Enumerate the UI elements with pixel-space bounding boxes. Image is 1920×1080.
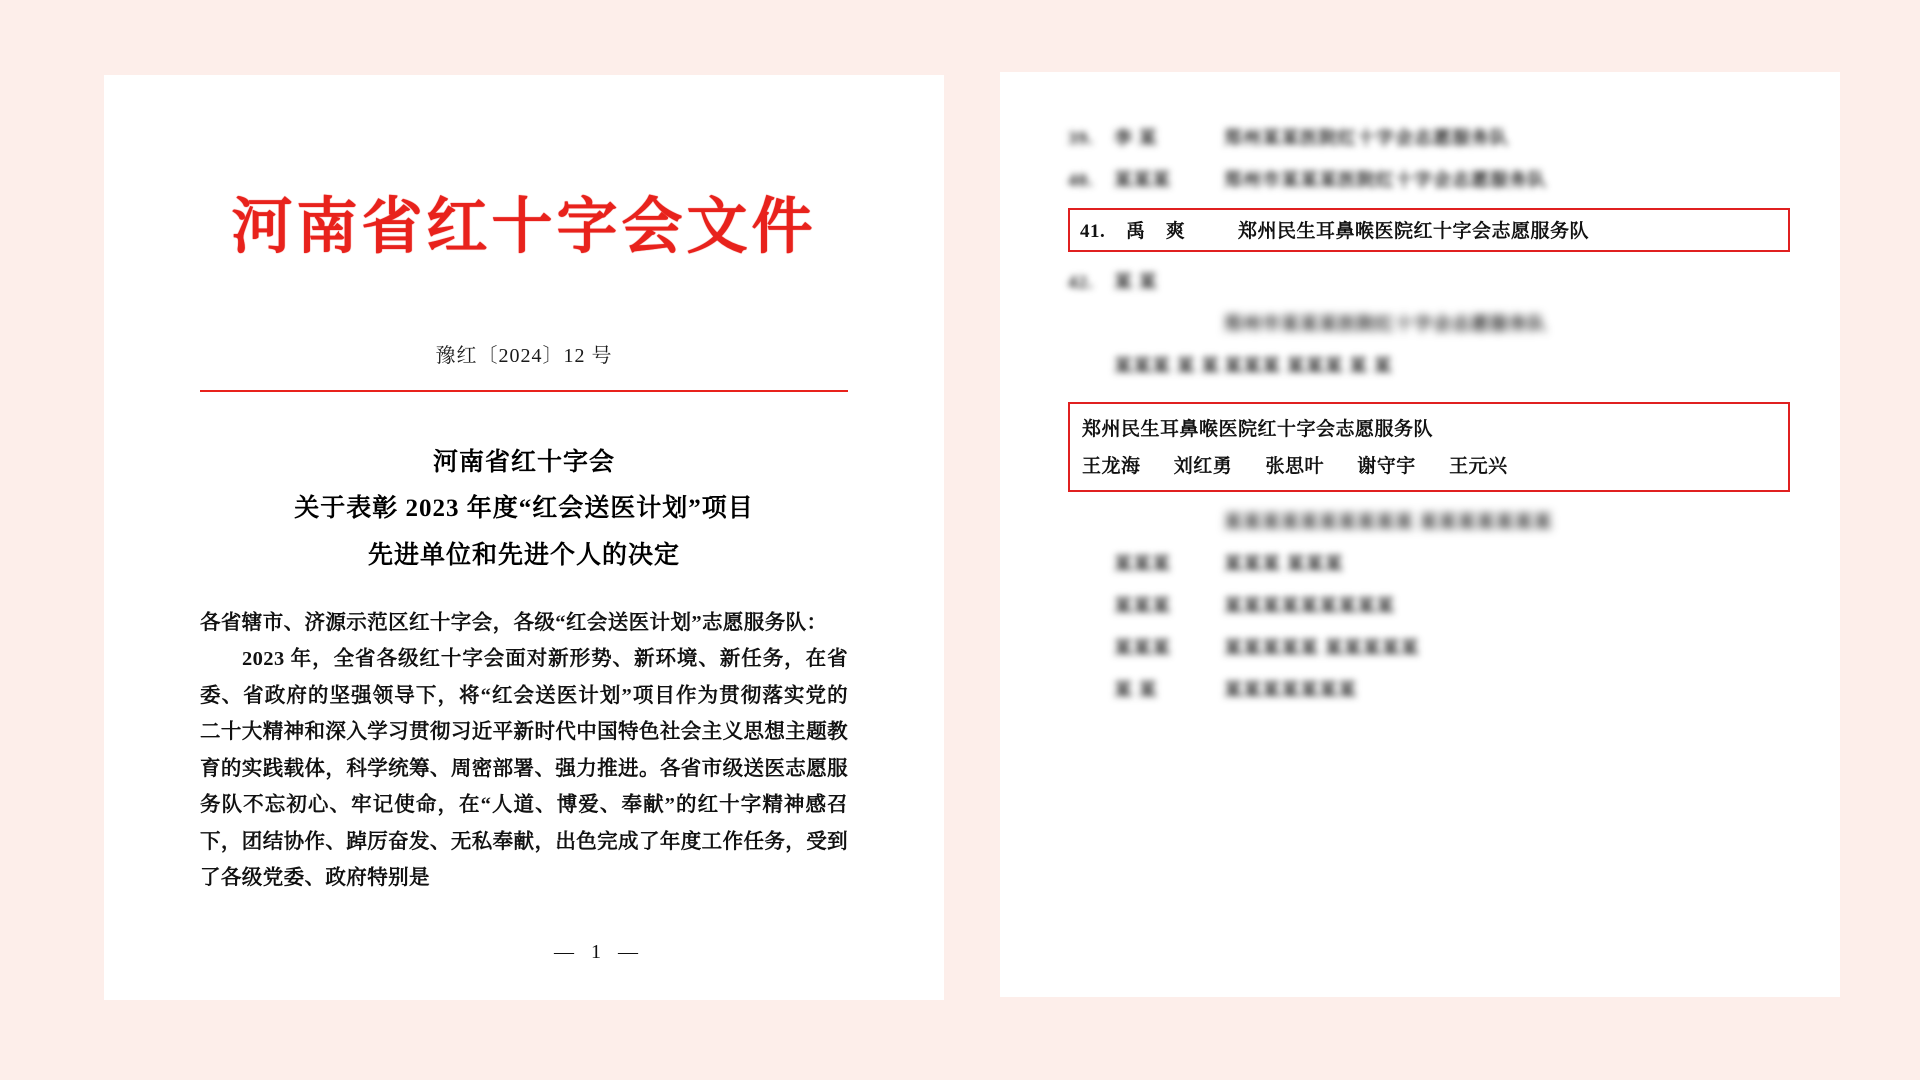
list-item [1068, 166, 1790, 192]
list-item [1068, 550, 1790, 576]
list-item-name: 某某某 [1114, 554, 1171, 574]
document-number: 豫红〔2024〕12 号 [435, 345, 613, 368]
title-line-3: 先进单位和先进个人的决定 [367, 541, 680, 569]
list-item-name: 某某某 [1114, 596, 1171, 616]
list-item-org: 郑州市某某某医院红十字会志愿服务队 [1224, 170, 1547, 190]
document-title [200, 440, 848, 579]
team-member-1: 王龙海 [1082, 456, 1141, 477]
team-member-5: 王元兴 [1449, 456, 1508, 477]
list-item-org: 某某某某某某某某某 [1224, 596, 1395, 616]
spacer [1068, 394, 1790, 402]
list-item-org: 郑州市某某某医院红十字会志愿服务队 [1224, 314, 1547, 334]
list-item-number: 42. [1068, 272, 1094, 292]
document-page-one [104, 75, 944, 1000]
page-one-content [200, 135, 848, 897]
list-item [1068, 508, 1790, 534]
team-member-4: 谢守宇 [1357, 456, 1416, 477]
page-number-text: — 1 — [554, 941, 644, 963]
highlighted-individual-row [1080, 216, 1778, 243]
team-member-3: 张思叶 [1265, 456, 1325, 477]
list-item-name: 某某某 [1114, 170, 1171, 190]
list-item-org: 某某某 某某某 某 某 [1224, 356, 1393, 376]
document-body [200, 605, 848, 897]
body-paragraph-1: 2023 年，全省各级红十字会面对新形势、新环境、新任务，在省委、省政府的坚强领导下，将“红会送医计划”项目作为贯彻落实党的二十大精神和深入学习贯彻习近平新时代中国特色社会主义思想主题教育的实践载体，科学统筹、周密部署、强力推进。各省市级送医志愿服务队不忘初心、牢记使命，在“人道、博爱、奉献”的红十字精神感召下，团结协作、踔厉奋发、无私奉献，出色完成了年度工作任务，受到了各级党委、政府特别是 [200, 648, 848, 890]
list-item-org: 某某某 某某某 [1224, 554, 1344, 574]
highlight-person-org: 郑州民生耳鼻喉医院红十字会志愿服务队 [1238, 221, 1590, 242]
list-item-name: 某 某 [1114, 272, 1158, 292]
highlight-box-individual [1068, 208, 1790, 252]
list-item [1068, 634, 1790, 660]
list-item-number: 40. [1068, 170, 1094, 190]
list-item-number: 39. [1068, 128, 1094, 148]
list-item-org: 某某某某某某某 [1224, 680, 1357, 700]
document-page-two [1000, 72, 1840, 997]
highlight-team-members [1082, 451, 1776, 478]
page-two-content [1068, 124, 1790, 718]
title-line-1: 河南省红十字会 [432, 449, 615, 477]
highlight-box-team [1068, 402, 1790, 492]
list-item [1068, 592, 1790, 618]
document-masthead: 河南省红十字会文件 [231, 194, 817, 261]
list-item-org: 某某某某某某某某某某 某某某某某某某 [1224, 512, 1553, 532]
list-item-name: 某某某 某 某 [1114, 356, 1220, 376]
list-item-name: 李 某 [1114, 128, 1158, 148]
list-item-name: 某 某 [1114, 680, 1158, 700]
list-item [1068, 268, 1790, 294]
list-item [1068, 124, 1790, 150]
highlight-team-title: 郑州民生耳鼻喉医院红十字会志愿服务队 [1082, 419, 1434, 440]
highlight-person-name: 禹 爽 [1126, 221, 1193, 242]
list-item-org: 郑州某某医院红十字会志愿服务队 [1224, 128, 1509, 148]
list-item [1068, 310, 1790, 336]
list-item [1068, 352, 1790, 378]
list-item [1068, 676, 1790, 702]
highlight-number: 41. [1080, 221, 1106, 242]
list-item-org: 某某某某某 某某某某某 [1224, 638, 1420, 658]
body-salutation: 各省辖市、济源示范区红十字会，各级“红会送医计划”志愿服务队： [200, 611, 828, 634]
title-line-2: 关于表彰 2023 年度“红会送医计划”项目 [294, 495, 754, 523]
team-member-2: 刘红勇 [1173, 456, 1233, 477]
page-number-footer [104, 941, 944, 964]
red-divider-rule [200, 390, 848, 392]
list-item-name: 某某某 [1114, 638, 1171, 658]
